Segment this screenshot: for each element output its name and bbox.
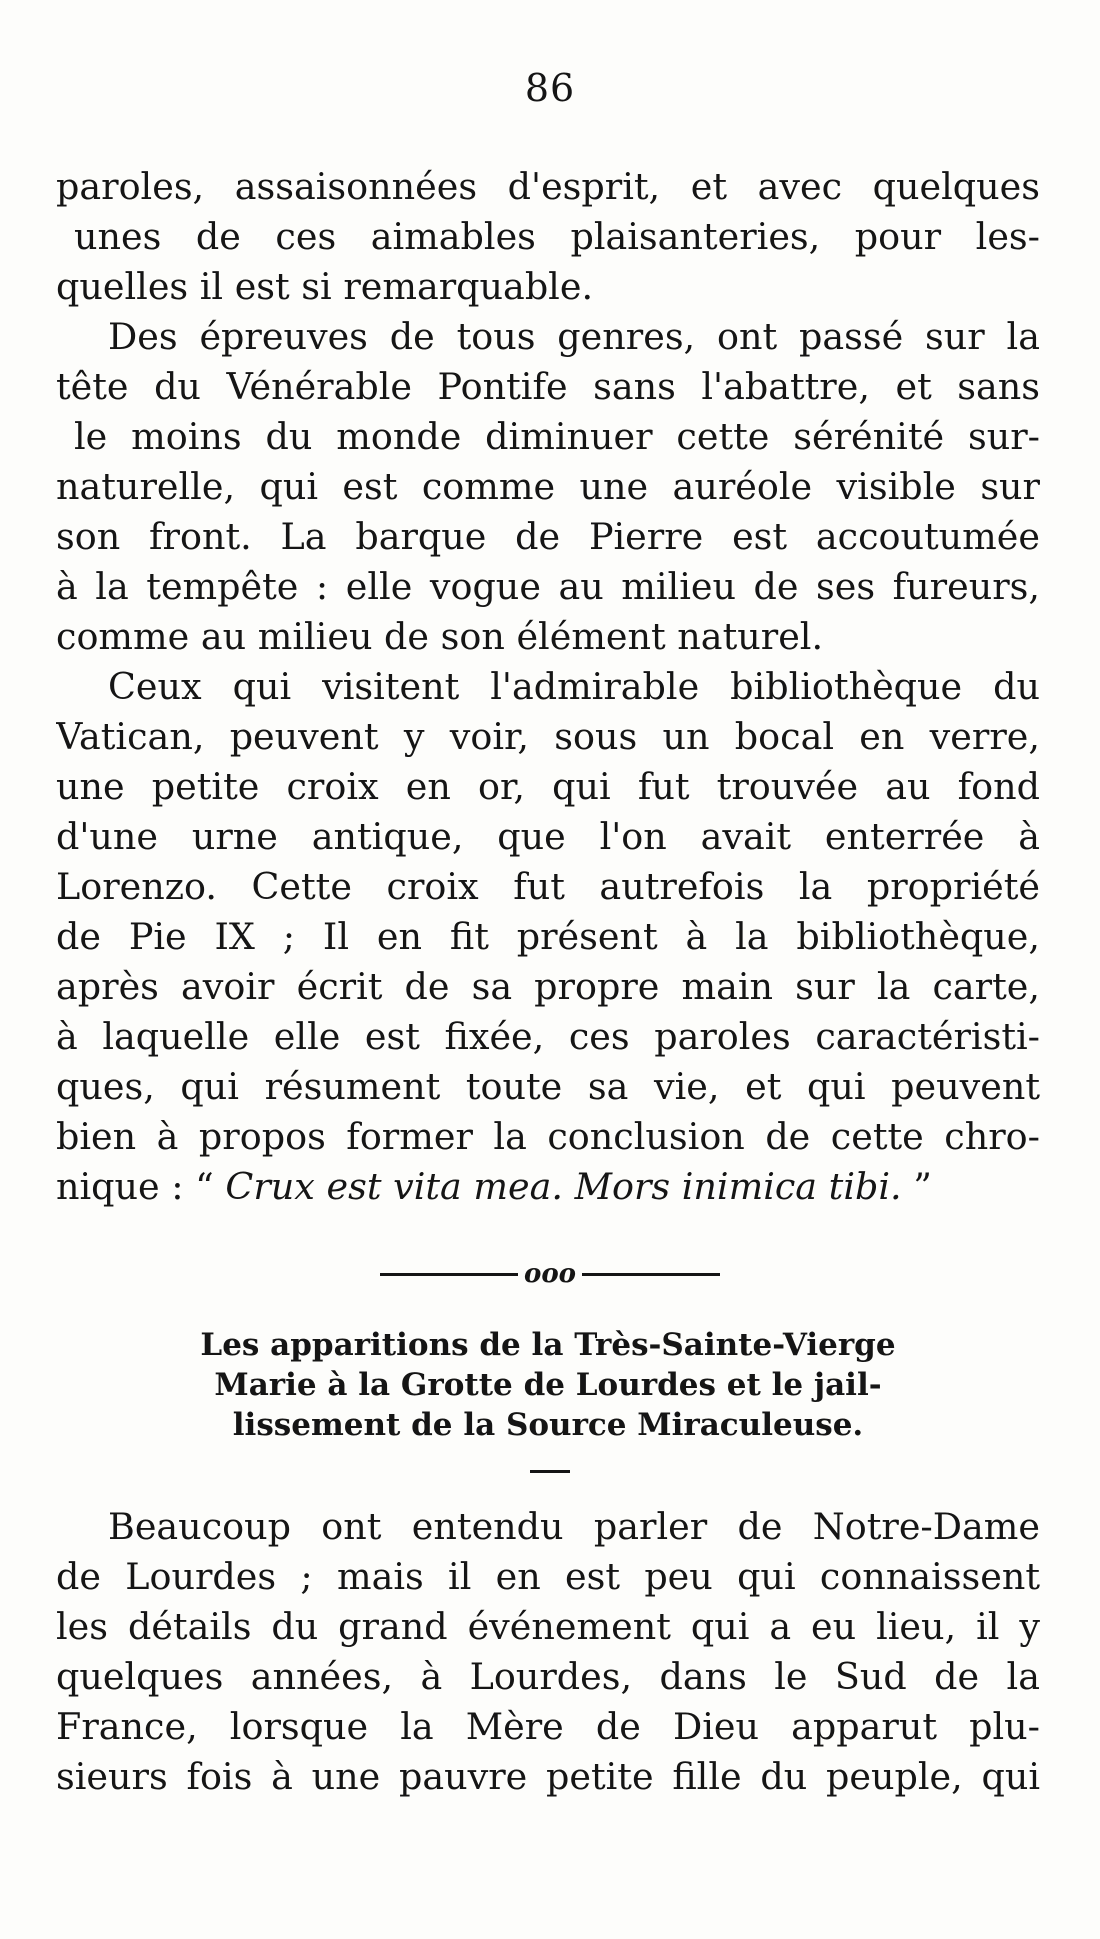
text-line: Vatican, peuvent y voir, sous un bocal en verre, bbox=[56, 715, 1040, 758]
heading-underline bbox=[530, 1470, 570, 1473]
text-line: à la tempête : elle vogue au milieu de ses fureurs, bbox=[56, 565, 1040, 608]
section-divider bbox=[380, 1259, 720, 1289]
latin-quote: Crux est vita mea. Mors inimica tibi. bbox=[225, 1165, 902, 1208]
text-line: ques, qui résument toute sa vie, et qui peuvent bbox=[56, 1065, 1040, 1108]
divider-bar-left bbox=[380, 1273, 518, 1276]
text-line: comme au milieu de son élément naturel. bbox=[56, 615, 824, 658]
text-line: le moins du monde diminuer cette sérénité sur- bbox=[74, 415, 1040, 458]
divider-bar-right bbox=[582, 1273, 720, 1276]
text-line: tête du Vénérable Pontife sans l'abattre, et sans bbox=[56, 365, 1040, 408]
text-line: après avoir écrit de sa propre main sur la carte, bbox=[56, 965, 1040, 1008]
page-number: 86 bbox=[524, 66, 576, 110]
text-line: d'une urne antique, que l'on avait enterrée à bbox=[56, 815, 1040, 858]
heading-line: lissement de la Source Miraculeuse. bbox=[232, 1407, 864, 1443]
text-line: une petite croix en or, qui fut trouvée au fond bbox=[56, 765, 1040, 808]
text-line: quelques années, à Lourdes, dans le Sud de la bbox=[56, 1655, 1040, 1698]
text-line: son front. La barque de Pierre est accoutumée bbox=[56, 515, 1040, 558]
text-line: bien à propos former la conclusion de cette chro- bbox=[56, 1115, 1040, 1158]
text-line: naturelle, qui est comme une auréole visible sur bbox=[56, 465, 1040, 508]
text-line: unes de ces aimables plaisanteries, pour les- bbox=[74, 215, 1040, 258]
text-line: sieurs fois à une pauvre petite fille du peuple, qui bbox=[56, 1755, 1040, 1798]
closing-line-suffix: ” bbox=[901, 1165, 932, 1208]
closing-line-prefix: nique : “ bbox=[56, 1165, 226, 1208]
text-line: quelles il est si remarquable. bbox=[56, 265, 594, 308]
paragraph-start-line: Beaucoup ont entendu parler de Notre-Dame bbox=[108, 1505, 1040, 1548]
text-line: les détails du grand événement qui a eu lieu, il y bbox=[56, 1605, 1040, 1648]
heading-line: Les apparitions de la Très-Sainte-Vierge bbox=[200, 1327, 896, 1363]
text-line: Lorenzo. Cette croix fut autrefois la propriété bbox=[56, 865, 1040, 908]
body-text-bottom bbox=[56, 1502, 1040, 1802]
text-line: de Pie IX ; Il en fit présent à la bibliothèque, bbox=[56, 915, 1040, 958]
body-text-top bbox=[56, 162, 1040, 1212]
text-line: à laquelle elle est fixée, ces paroles caractéristi- bbox=[56, 1015, 1040, 1058]
divider-mark: ooo bbox=[523, 1259, 577, 1289]
closing-quote-line bbox=[56, 1162, 1040, 1212]
text-line: paroles, assaisonnées d'esprit, et avec quelques bbox=[56, 165, 1040, 208]
text-line: France, lorsque la Mère de Dieu apparut plu- bbox=[56, 1705, 1040, 1748]
text-line: de Lourdes ; mais il en est peu qui connaissent bbox=[56, 1555, 1040, 1598]
paragraph-start-line: Ceux qui visitent l'admirable bibliothèque du bbox=[108, 665, 1040, 708]
section-heading bbox=[48, 1325, 1048, 1445]
paragraph-start-line: Des épreuves de tous genres, ont passé sur la bbox=[108, 315, 1040, 358]
heading-line: Marie à la Grotte de Lourdes et le jail- bbox=[214, 1367, 882, 1403]
